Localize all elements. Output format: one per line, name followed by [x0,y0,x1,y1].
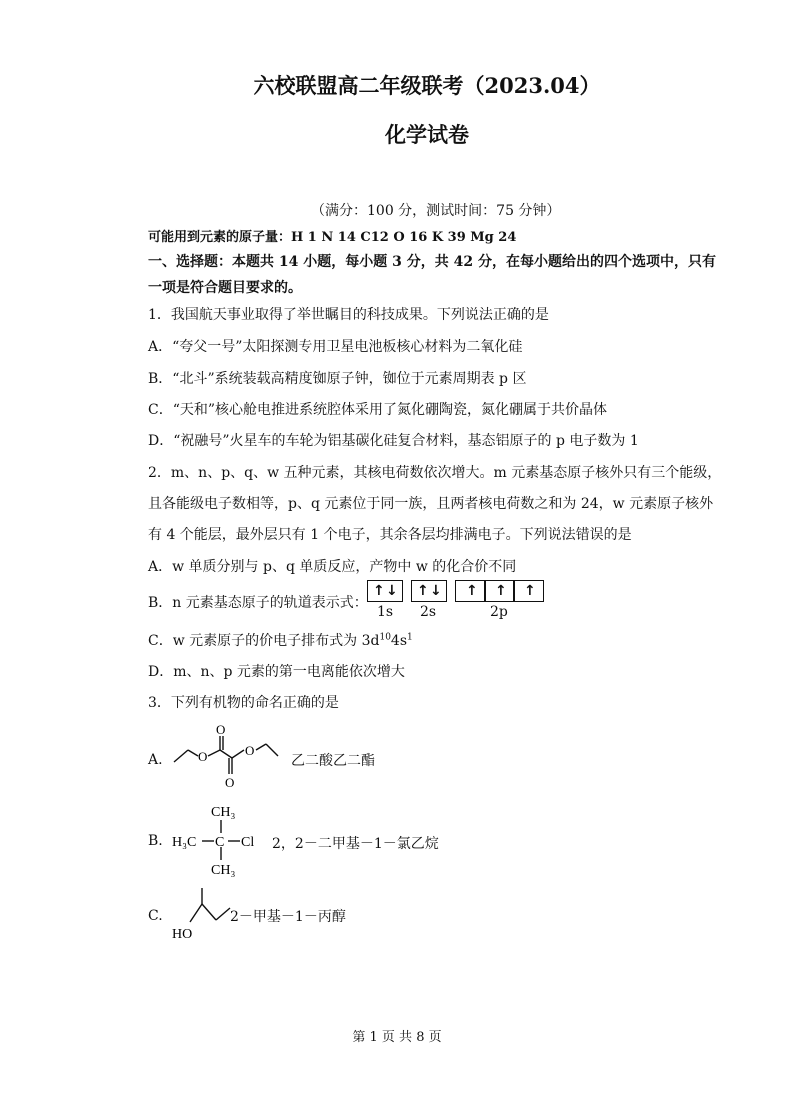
exam-info: （满分：100 分，测试时间：75 分钟） [311,203,561,219]
q3-option-b-name: 2，2－二甲基－1－氯乙烷 [272,836,439,852]
q1-stem: 1．我国航天事业取得了举世瞩目的科技成果。下列说法正确的是 [148,307,549,323]
oxygen-atom-label: O [198,749,208,764]
q3-option-a-label: A. [148,752,163,768]
q2-option-a: A．w 单质分别与 p、q 单质反应，产物中 w 的化合价不同 [148,559,517,575]
svg-text:Cl: Cl [241,835,255,850]
q2-stem-1: 2．m、n、p、q、w 五种元素，其核电荷数依次增大。m 元素基态原子核外只有三个能级， [148,465,722,481]
q3-option-c-name: 2－甲基－1－丙醇 [230,909,346,925]
svg-text:CH₃: CH₃ [211,805,236,820]
up-arrow-icon: ↑ [417,583,429,599]
q3-option-a-name: 乙二酸乙二酯 [291,753,375,769]
q1-option-c: C．“天和”核心舱电推进系统腔体采用了氮化硼陶瓷，氮化硼属于共价晶体 [148,402,608,418]
q2-option-b: B．n 元素基态原子的轨道表示式： [148,595,368,611]
up-arrow-icon: ↑ [495,583,507,599]
up-arrow-icon: ↑ [466,583,478,599]
page-footer: 第 1 页 共 8 页 [352,1030,442,1045]
q1-option-d: D．“祝融号”火星车的车轮为铝基碳化硅复合材料，基态铝原子的 p 电子数为 1 [148,433,639,449]
section-instruction-1: 一、选择题：本题共 14 小题，每小题 3 分，共 42 分，在每小题给出的四个选项中，只有 [148,254,716,270]
q2-stem-2: 且各能级电子数相等，p、q 元素位于同一族，且两者核电荷数之和为 24，w 元素原子核外 [148,496,714,512]
oxygen-atom-label: O [216,722,226,737]
q1-option-a: A．“夸父一号”太阳探测专用卫星电池板核心材料为二氧化硅 [148,339,523,355]
exam-title: 六校联盟高二年级联考（2023.04） [253,73,601,98]
oxygen-atom-label: O [225,775,235,790]
section-instruction-2: 一项是符合题目要求的。 [148,280,302,296]
orbital-1s-box [367,580,403,602]
exam-subtitle: 化学试卷 [385,122,469,147]
orbital-2p-box [455,580,544,602]
up-arrow-icon: ↑ [373,583,385,599]
chloro-structure [170,800,270,880]
q3-option-c-label: C. [148,908,163,924]
svg-text:CH₃: CH₃ [211,863,236,878]
up-arrow-icon: ↑ [524,583,536,599]
orbital-label-1s: 1s [377,604,394,620]
alcohol-structure [168,884,238,944]
q2-stem-3: 有 4 个能层，最外层只有 1 个电子，其余各层均排满电子。下列说法错误的是 [148,527,632,543]
svg-text:H₃C: H₃C [172,835,197,850]
q3-option-b-label: B. [148,833,163,849]
orbital-label-2s: 2s [420,604,437,620]
svg-text:HO: HO [172,927,193,942]
svg-text:C: C [215,835,225,850]
atomic-masses: 可能用到元素的原子量：H 1 N 14 C12 O 16 K 39 Mg 24 [148,230,517,245]
q2-option-d: D．m、n、p 元素的第一电离能依次增大 [148,664,405,680]
q3-stem: 3．下列有机物的命名正确的是 [148,695,339,711]
down-arrow-icon: ↓ [430,583,442,599]
down-arrow-icon: ↓ [386,583,398,599]
oxygen-atom-label: O [245,743,255,758]
q1-option-b: B．“北斗”系统装载高精度铷原子钟，铷位于元素周期表 p 区 [148,371,527,387]
orbital-label-2p: 2p [490,604,508,620]
diethyl-oxalate-structure [170,722,290,794]
q2-option-c: C．w 元素原子的价电子排布式为 $3d^{10}4s^1$ [148,632,413,649]
orbital-2s-box [411,580,447,602]
